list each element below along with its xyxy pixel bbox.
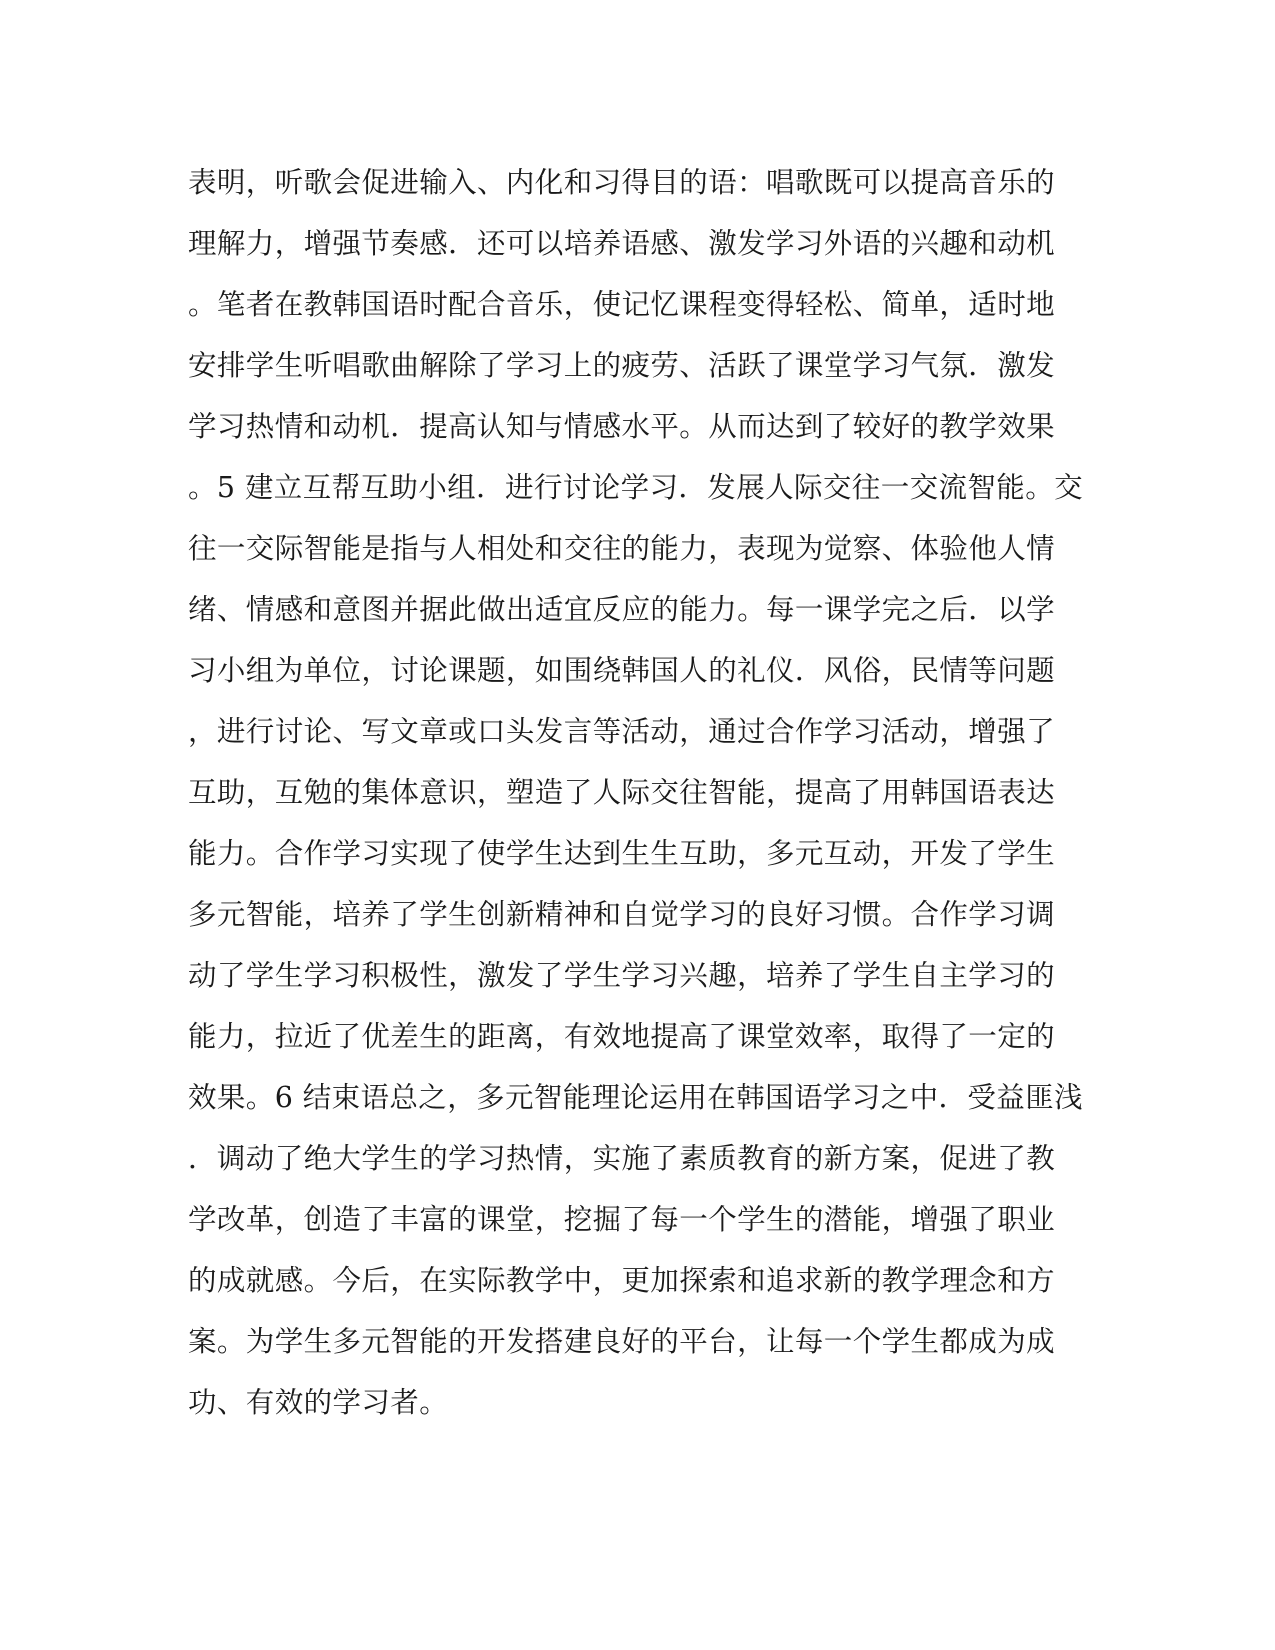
text-line: 理解力，增强节奏感．还可以培养语感、激发学习外语的兴趣和动机 — [188, 227, 1056, 260]
text-line: 多元智能，培养了学生创新精神和自觉学习的良好习惯。合作学习调 — [188, 898, 1056, 931]
text-line: 互助，互勉的集体意识，塑造了人际交往智能，提高了用韩国语表达 — [188, 776, 1056, 809]
text-line: 动了学生学习积极性，激发了学生学习兴趣，培养了学生自主学习的 — [188, 959, 1056, 992]
text-line: 能力。合作学习实现了使学生达到生生互助，多元互动，开发了学生 — [188, 837, 1056, 870]
body-text — [188, 163, 1088, 1444]
text-line: 效果。6 结束语总之，多元智能理论运用在韩国语学习之中．受益匪浅 — [188, 1081, 1083, 1114]
text-line: ．调动了绝大学生的学习热情，实施了素质教育的新方案，促进了教 — [188, 1142, 1056, 1175]
text-line: 往一交际智能是指与人相处和交往的能力，表现为觉察、体验他人情 — [188, 532, 1056, 565]
text-line: 学改革，创造了丰富的课堂，挖掘了每一个学生的潜能，增强了职业 — [188, 1203, 1056, 1236]
text-line: 。5 建立互帮互助小组．进行讨论学习．发展人际交往一交流智能。交 — [188, 471, 1083, 504]
text-line: 功、有效的学习者。 — [188, 1386, 449, 1419]
text-line: 的成就感。今后，在实际教学中，更加探索和追求新的教学理念和方 — [188, 1264, 1056, 1297]
text-line: 。笔者在教韩国语时配合音乐，使记忆课程变得轻松、简单，适时地 — [188, 288, 1056, 321]
text-line: 表明，听歌会促进输入、内化和习得目的语：唱歌既可以提高音乐的 — [188, 166, 1056, 199]
text-line: 安排学生听唱歌曲解除了学习上的疲劳、活跃了课堂学习气氛．激发 — [188, 349, 1056, 382]
text-line: 习小组为单位，讨论课题，如围绕韩国人的礼仪．风俗，民情等问题 — [188, 654, 1056, 687]
text-line: ，进行讨论、写文章或口头发言等活动，通过合作学习活动，增强了 — [188, 715, 1056, 748]
text-line: 绪、情感和意图并据此做出适宜反应的能力。每一课学完之后．以学 — [188, 593, 1056, 626]
text-line: 学习热情和动机．提高认知与情感水平。从而达到了较好的教学效果 — [188, 410, 1056, 443]
text-line: 案。为学生多元智能的开发搭建良好的平台，让每一个学生都成为成 — [188, 1325, 1056, 1358]
text-line: 能力，拉近了优差生的距离，有效地提高了课堂效率，取得了一定的 — [188, 1020, 1056, 1053]
